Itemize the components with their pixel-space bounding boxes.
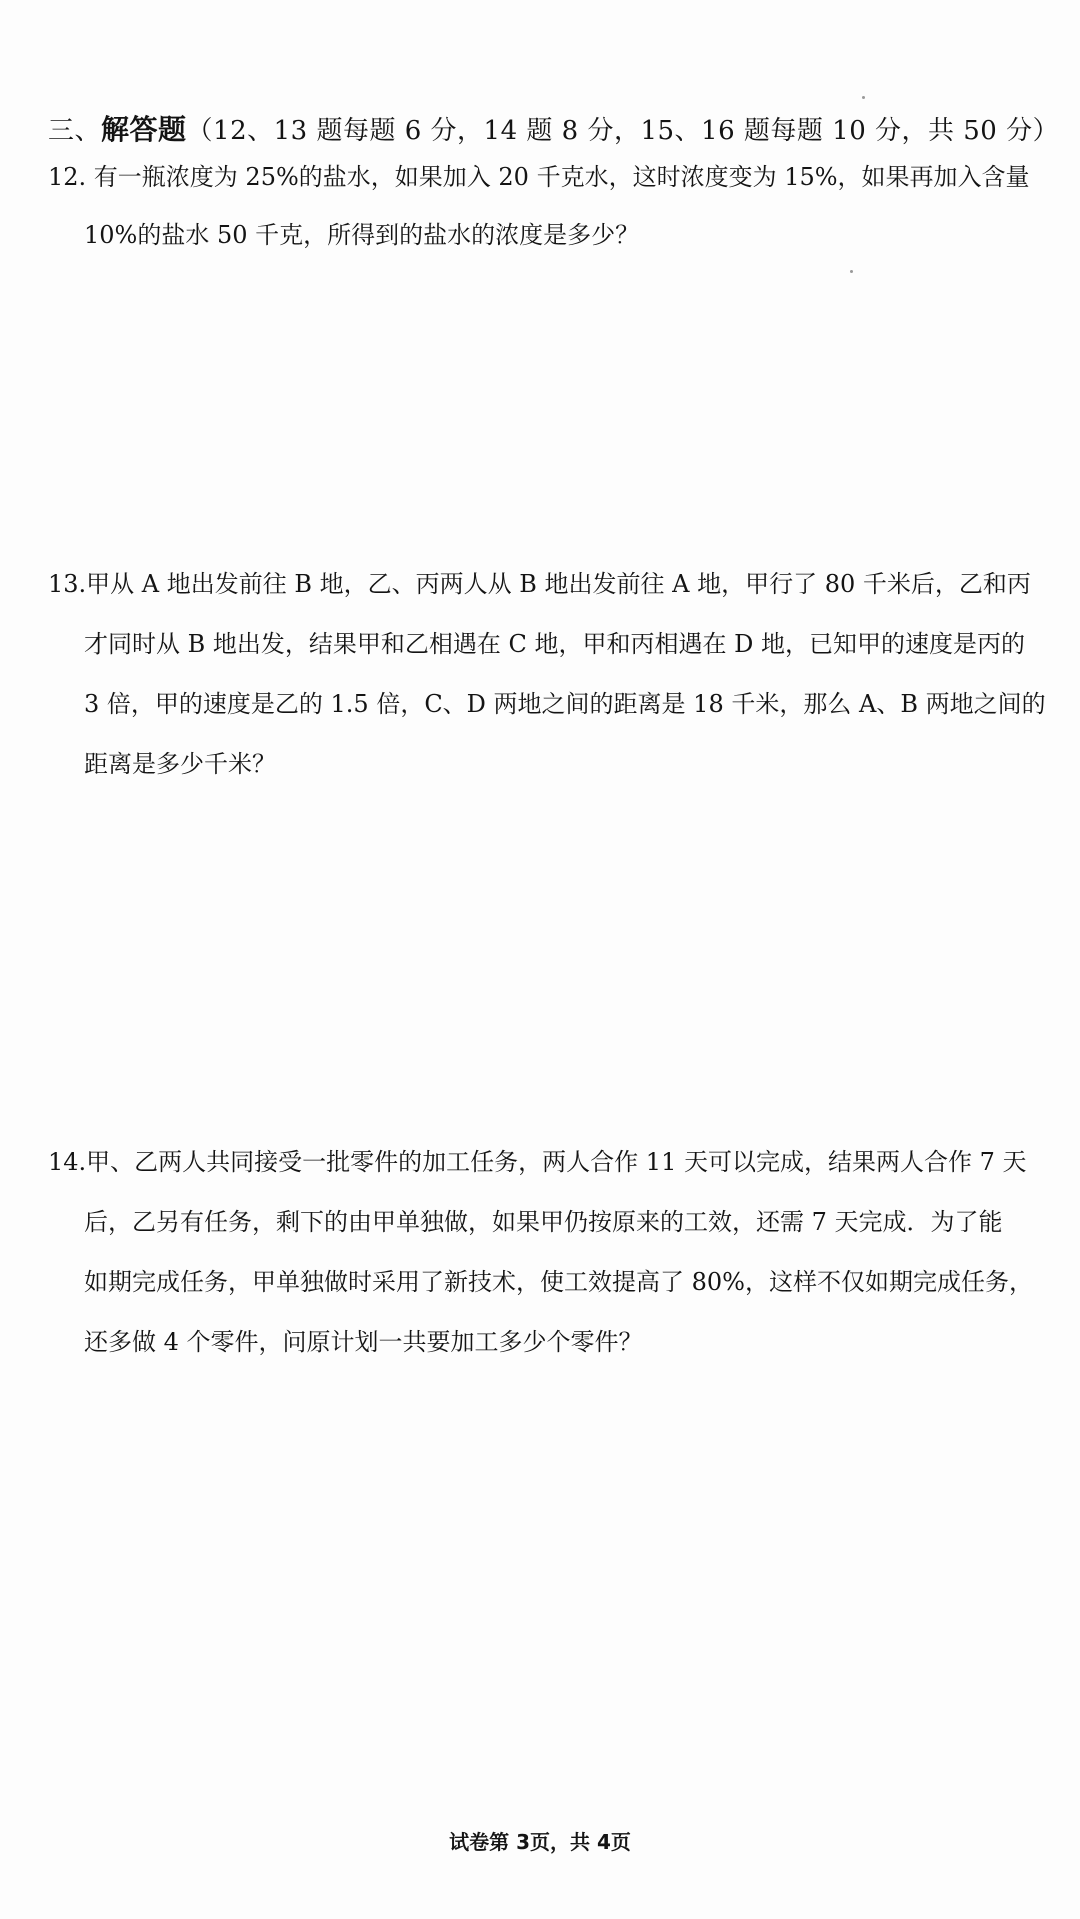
question-line: 后，乙另有任务，剩下的由甲单独做，如果甲仍按原来的工效，还需 7 天完成．为了能 <box>84 1208 1003 1236</box>
question-line: 如期完成任务，甲单独做时采用了新技术，使工效提高了 80%，这样不仅如期完成任务， <box>84 1268 1033 1296</box>
question-line: 10%的盐水 50 千克，所得到的盐水的浓度是多少？ <box>84 221 640 249</box>
scan-speck <box>862 96 865 99</box>
scan-speck <box>850 270 853 273</box>
question-14 <box>48 1132 1038 1372</box>
question-line: 还多做 4 个零件，问原计划一共要加工多少个零件？ <box>84 1328 643 1356</box>
question-13 <box>48 554 1046 794</box>
question-line: 13.甲从 A 地出发前往 B 地，乙、丙两人从 B 地出发前往 A 地，甲行了 80 千米后，乙和丙 <box>48 570 1031 598</box>
question-12 <box>48 148 1038 264</box>
question-line: 12. 有一瓶浓度为 25%的盐水，如果加入 20 千克水，这时浓度变为 15%，如果再加入含量 <box>48 163 1030 191</box>
question-line: 3 倍，甲的速度是乙的 1.5 倍，C、D 两地之间的距离是 18 千米，那么 A、B 两地之间的 <box>84 690 1046 718</box>
question-line: 14.甲、乙两人共同接受一批零件的加工任务，两人合作 11 天可以完成，结果两人合作 7 天 <box>48 1148 1027 1176</box>
section-title: 解答题 <box>101 113 187 146</box>
section-header <box>48 108 1059 148</box>
question-line: 才同时从 B 地出发，结果甲和乙相遇在 C 地，甲和丙相遇在 D 地，已知甲的速度是丙的 <box>84 630 1026 658</box>
section-scoring: （12、13 题每题 6 分，14 题 8 分，15、16 题每题 10 分，共 50 分） <box>186 116 1060 146</box>
page-footer: 试卷第 3页，共 4页 <box>449 1830 631 1854</box>
section-number: 三、 <box>48 116 102 146</box>
question-line: 距离是多少千米？ <box>84 750 276 778</box>
